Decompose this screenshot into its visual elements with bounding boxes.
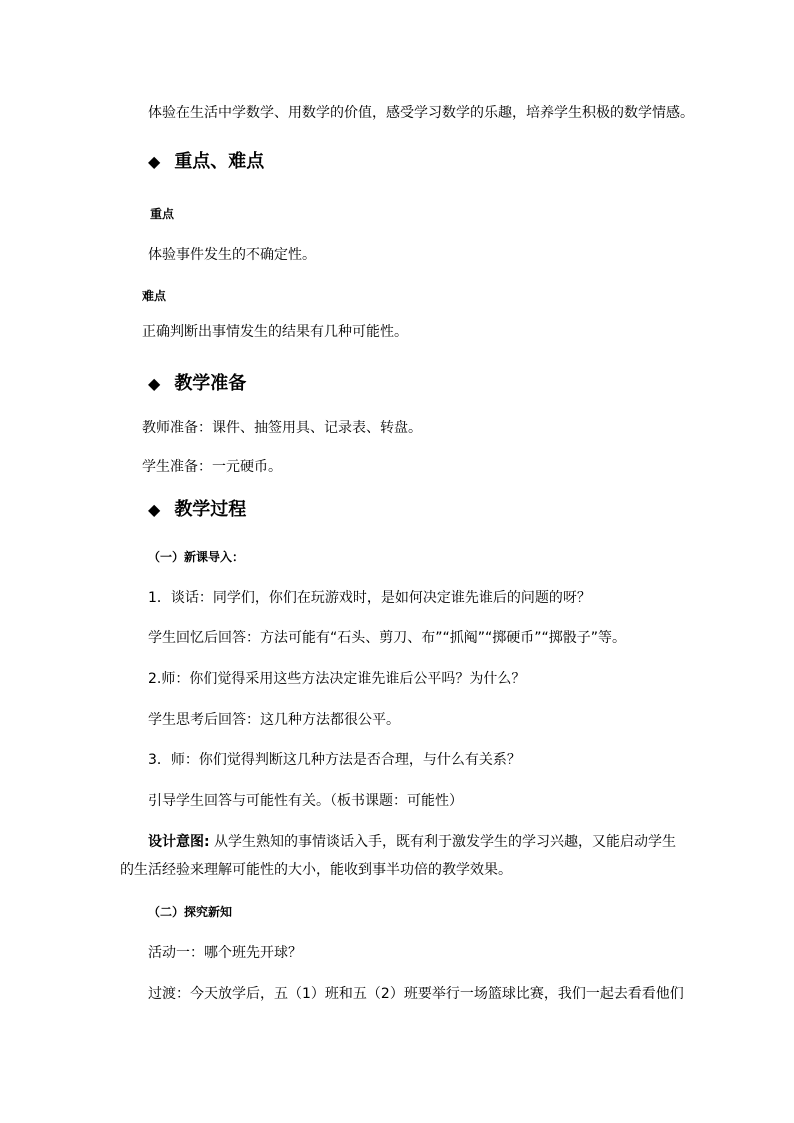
activity-1-title: 活动一：哪个班先开球？ bbox=[148, 945, 302, 961]
diamond-bullet-icon: ◆ bbox=[148, 152, 161, 171]
answer-3: 引导学生回答与可能性有关。（板书课题：可能性） bbox=[148, 793, 463, 809]
student-preparation: 学生准备：一元硬币。 bbox=[142, 459, 282, 475]
design-intent-line-1 bbox=[148, 833, 676, 851]
diamond-bullet-icon: ◆ bbox=[148, 500, 161, 519]
part1-title: （一）新课导入： bbox=[148, 550, 245, 564]
answer-1: 学生回忆后回答：方法可能有“石头、剪刀、布”“抓阄”“掷硬币”“掷骰子”等。 bbox=[148, 630, 627, 646]
section-title: 教学过程 bbox=[174, 499, 247, 520]
section-heading-key-points bbox=[148, 150, 264, 174]
design-intent-label: 设计意图: bbox=[148, 834, 210, 850]
part2-title: （二）探究新知 bbox=[148, 905, 233, 919]
section-title: 教学准备 bbox=[174, 373, 247, 394]
teacher-preparation: 教师准备：课件、抽签用具、记录表、转盘。 bbox=[142, 420, 422, 436]
design-intent-text: 从学生熟知的事情谈话入手，既有利于激发学生的学习兴趣，又能启动学生 bbox=[209, 834, 677, 850]
section-heading-preparation bbox=[148, 372, 246, 396]
question-2: 2.师：你们觉得采用这些方法决定谁先谁后公平吗？为什么？ bbox=[148, 671, 526, 687]
diamond-bullet-icon: ◆ bbox=[148, 374, 161, 393]
question-1: 1．谈话：同学们，你们在玩游戏时，是如何决定谁先谁后的问题的呀？ bbox=[148, 590, 591, 606]
difficult-point-text: 正确判断出事情发生的结果有几种可能性。 bbox=[142, 324, 408, 340]
section-heading-process bbox=[148, 498, 246, 522]
key-point-text: 体验事件发生的不确定性。 bbox=[148, 247, 316, 263]
question-3: 3．师：你们觉得判断这几种方法是否合理，与什么有关系？ bbox=[148, 752, 521, 768]
key-point-label: 重点 bbox=[150, 207, 175, 221]
intro-paragraph: 体验在生活中学数学、用数学的价值，感受学习数学的乐趣，培养学生积极的数学情感。 bbox=[148, 105, 694, 121]
transition-text: 过渡：今天放学后，五（1）班和五（2）班要举行一场篮球比赛，我们一起去看看他们 bbox=[148, 986, 684, 1002]
section-title: 重点、难点 bbox=[174, 151, 265, 172]
answer-2: 学生思考后回答：这几种方法都很公平。 bbox=[148, 712, 400, 728]
design-intent-line-2: 的生活经验来理解可能性的大小，能收到事半功倍的教学效果。 bbox=[120, 862, 512, 878]
difficult-point-label: 难点 bbox=[142, 289, 167, 303]
